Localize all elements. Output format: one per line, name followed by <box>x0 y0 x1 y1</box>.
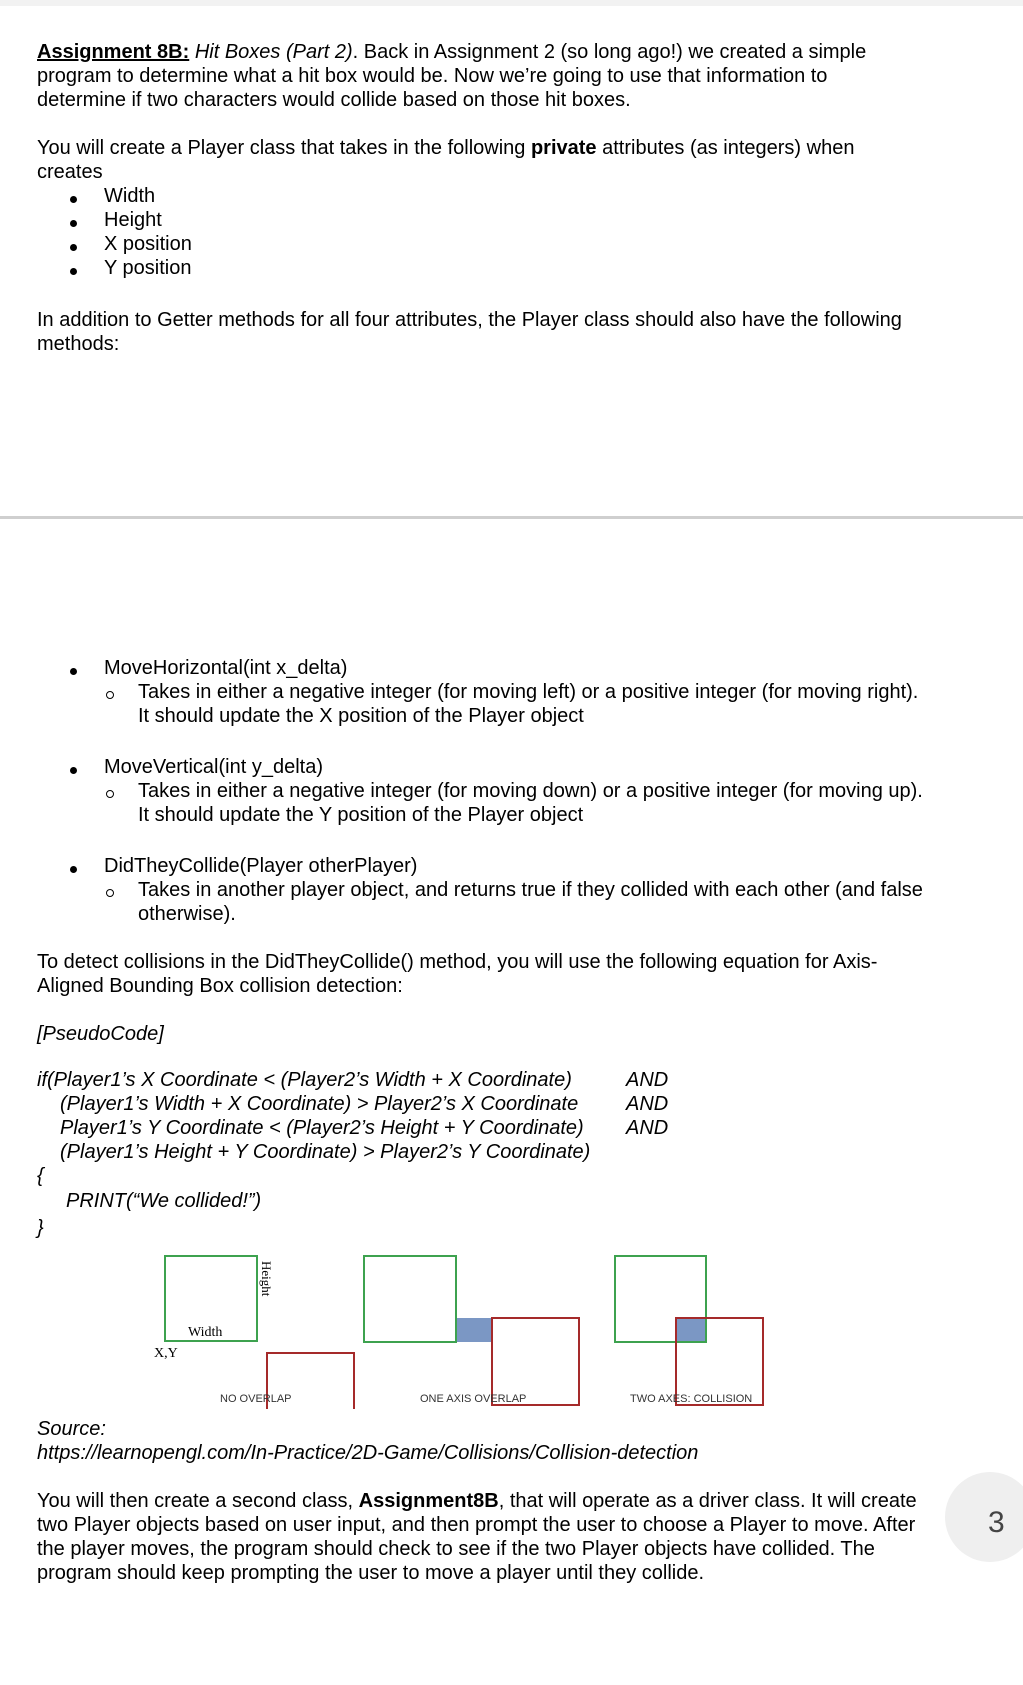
closing-bold: Assignment8B <box>358 1490 499 1512</box>
bullet-dot <box>70 866 77 873</box>
method-name: MoveHorizontal(int x_delta) <box>104 657 348 679</box>
open-brace: { <box>37 1165 44 1187</box>
code-line-3: Player1’s Y Coordinate < (Player2’s Height + Y Coordinate) <box>60 1117 584 1139</box>
and-keyword: AND <box>626 1117 669 1139</box>
attribute-item: Y position <box>104 257 192 279</box>
bullet-dot <box>70 268 77 275</box>
one-axis-green-box <box>364 1256 456 1342</box>
code-line-2: (Player1’s Width + X Coordinate) > Player2’s X Coordinate <box>60 1093 579 1115</box>
assignment-subtitle: Hit Boxes (Part 2) <box>194 41 353 63</box>
code-line-4: (Player1’s Height + Y Coordinate) > Player2’s Y Coordinate) <box>60 1141 591 1163</box>
class-desc-bold: private <box>530 137 597 159</box>
method-description: Takes in either a negative integer (for moving down) or a positive integer (for moving up). It should update the Y position of the Player object <box>138 780 923 826</box>
method-description: Takes in another player object, and returns true if they collided with each other (and false otherwise). <box>138 879 923 925</box>
bullet-dot <box>70 196 77 203</box>
one-axis-red-box <box>492 1318 579 1405</box>
bullet-dot <box>70 244 77 251</box>
collision-diagram <box>0 1219 1023 1409</box>
method-description: Takes in either a negative integer (for moving left) or a positive integer (for moving right). It should update the X position of the Player object <box>138 681 919 727</box>
attribute-item: Width <box>104 185 156 207</box>
class-description <box>37 136 917 184</box>
sub-bullet <box>106 790 114 798</box>
method-name: MoveVertical(int y_delta) <box>104 756 323 778</box>
class-desc-before: You will create a Player class that takes in the following <box>37 137 531 159</box>
pseudocode-label: [PseudoCode] <box>37 1023 164 1045</box>
no-overlap-caption: NO OVERLAP <box>220 1393 292 1405</box>
and-keyword: AND <box>626 1093 669 1115</box>
assignment-heading: Assignment 8B: <box>37 41 190 63</box>
bullet-dot <box>70 668 77 675</box>
one-axis-caption: ONE AXIS OVERLAP <box>420 1393 527 1405</box>
page-2 <box>0 519 1023 1685</box>
code-line-1: if(Player1’s X Coordinate < (Player2’s Width + X Coordinate) <box>37 1069 572 1091</box>
width-label: Width <box>188 1325 223 1340</box>
attribute-item: X position <box>104 233 192 255</box>
page-number: 3 <box>988 1506 1005 1539</box>
height-label: Height <box>259 1261 274 1297</box>
intro-text: . Back in Assignment 2 (so long ago!) we created a simple program to determine what a hit box would be. Now we’re going to use that information to determine if two characters would collide based on those hit boxes. <box>37 41 867 111</box>
sub-bullet <box>106 691 114 699</box>
collision-caption: TWO AXES: COLLISION <box>630 1393 753 1405</box>
and-keyword: AND <box>626 1069 669 1091</box>
close-brace: } <box>37 1217 44 1239</box>
bullet-dot <box>70 767 77 774</box>
closing-paragraph <box>37 1489 917 1585</box>
page-1 <box>0 6 1023 516</box>
one-axis-overlap-region <box>456 1318 492 1342</box>
closing-before: You will then create a second class, <box>37 1490 359 1512</box>
method-name: DidTheyCollide(Player otherPlayer) <box>104 855 418 877</box>
intro-paragraph <box>37 40 917 112</box>
closing-after: , that will operate as a driver class. It will create two Player objects based on user input, and then prompt the user to choose a Player to move. After the player moves, the program should check to see if the two Player objects have collided. The program should keep prompting the user to move a player until they collide. <box>37 1490 917 1584</box>
source-url: https://learnopengl.com/In-Practice/2D-Game/Collisions/Collision-detection <box>37 1442 699 1464</box>
bullet-dot <box>70 220 77 227</box>
print-statement: PRINT(“We collided!”) <box>66 1190 262 1212</box>
collision-paragraph: To detect collisions in the DidTheyCollide() method, you will use the following equation for Axis-Aligned Bounding Box collision detection: <box>37 951 878 997</box>
getter-paragraph: In addition to Getter methods for all four attributes, the Player class should also have the following methods: <box>37 309 902 355</box>
attribute-item: Height <box>104 209 162 231</box>
class-desc-after: attributes (as integers) when creates <box>37 137 855 183</box>
sub-bullet <box>106 889 114 897</box>
source-label: Source: <box>37 1418 106 1440</box>
collision-overlap-region <box>676 1318 706 1342</box>
xy-label: X,Y <box>154 1346 178 1361</box>
